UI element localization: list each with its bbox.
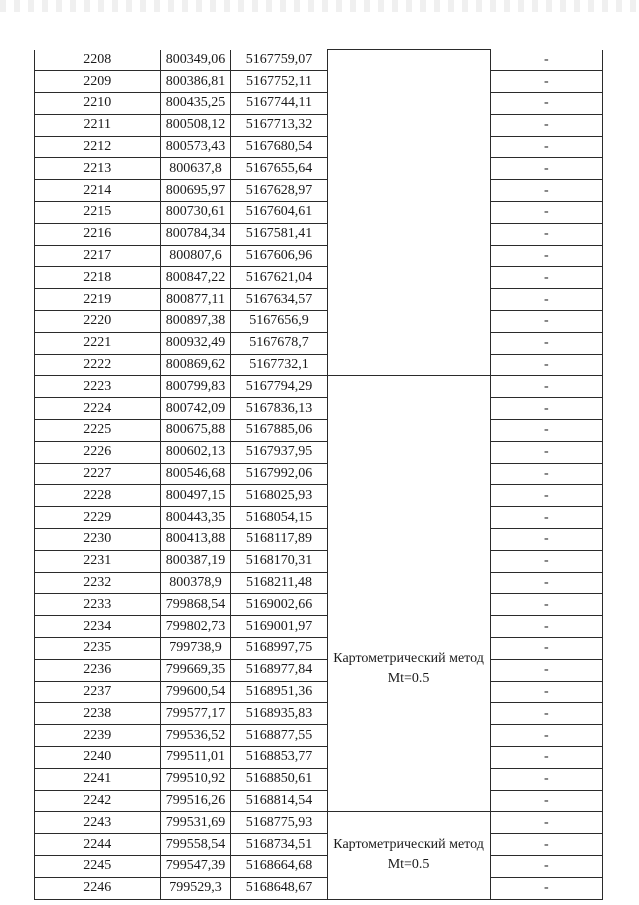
table-row: [35, 747, 603, 769]
table-row: [35, 594, 603, 616]
table-row: [35, 50, 603, 71]
note-dash: -: [490, 594, 602, 616]
y-coordinate: 5168935,83: [231, 703, 327, 725]
note-dash: -: [490, 659, 602, 681]
point-number: 2223: [35, 376, 161, 398]
x-coordinate: 799600,54: [160, 681, 231, 703]
table-row: [35, 180, 603, 202]
table-row: [35, 398, 603, 420]
point-number: 2227: [35, 463, 161, 485]
y-coordinate: 5167680,54: [231, 136, 327, 158]
x-coordinate: 800386,81: [160, 71, 231, 93]
x-coordinate: 800742,09: [160, 398, 231, 420]
table-row: [35, 725, 603, 747]
table-row: [35, 332, 603, 354]
x-coordinate: 800784,34: [160, 223, 231, 245]
y-coordinate: 5168170,31: [231, 550, 327, 572]
point-number: 2225: [35, 420, 161, 442]
note-dash: -: [490, 441, 602, 463]
y-coordinate: 5168025,93: [231, 485, 327, 507]
note-dash: -: [490, 855, 602, 877]
x-coordinate: 800349,06: [160, 50, 231, 71]
note-dash: -: [490, 267, 602, 289]
note-dash: -: [490, 725, 602, 747]
table-row: [35, 550, 603, 572]
x-coordinate: 800695,97: [160, 180, 231, 202]
y-coordinate: 5167752,11: [231, 71, 327, 93]
y-coordinate: 5167655,64: [231, 158, 327, 180]
x-coordinate: 799738,9: [160, 638, 231, 660]
x-coordinate: 800378,9: [160, 572, 231, 594]
y-coordinate: 5167621,04: [231, 267, 327, 289]
y-coordinate: 5167937,95: [231, 441, 327, 463]
point-number: 2233: [35, 594, 161, 616]
y-coordinate: 5168977,84: [231, 659, 327, 681]
method-name: Картометрический метод: [333, 650, 484, 666]
note-dash: -: [490, 202, 602, 224]
point-number: 2232: [35, 572, 161, 594]
table-row: [35, 681, 603, 703]
note-dash: -: [490, 572, 602, 594]
x-coordinate: 800602,13: [160, 441, 231, 463]
note-dash: -: [490, 812, 602, 834]
y-coordinate: 5167759,07: [231, 50, 327, 71]
point-number: 2244: [35, 834, 161, 856]
note-dash: -: [490, 485, 602, 507]
y-coordinate: 5168054,15: [231, 507, 327, 529]
point-number: 2224: [35, 398, 161, 420]
y-coordinate: 5167836,13: [231, 398, 327, 420]
note-dash: -: [490, 507, 602, 529]
note-dash: -: [490, 877, 602, 899]
table-row: [35, 114, 603, 136]
point-number: 2226: [35, 441, 161, 463]
x-coordinate: 799511,01: [160, 747, 231, 769]
x-coordinate: 800443,35: [160, 507, 231, 529]
x-coordinate: 800807,6: [160, 245, 231, 267]
y-coordinate: 5168775,93: [231, 812, 327, 834]
note-dash: -: [490, 638, 602, 660]
y-coordinate: 5168664,68: [231, 855, 327, 877]
y-coordinate: 5167744,11: [231, 93, 327, 115]
x-coordinate: 799669,35: [160, 659, 231, 681]
note-dash: -: [490, 463, 602, 485]
x-coordinate: 799558,54: [160, 834, 231, 856]
point-number: 2221: [35, 332, 161, 354]
point-number: 2246: [35, 877, 161, 899]
note-dash: -: [490, 747, 602, 769]
note-dash: -: [490, 180, 602, 202]
note-dash: -: [490, 136, 602, 158]
x-coordinate: 800508,12: [160, 114, 231, 136]
method-accuracy: Mt=0.5: [387, 857, 430, 873]
note-dash: -: [490, 616, 602, 638]
x-coordinate: 800897,38: [160, 311, 231, 333]
x-coordinate: 799802,73: [160, 616, 231, 638]
note-dash: -: [490, 790, 602, 812]
point-number: 2242: [35, 790, 161, 812]
point-number: 2228: [35, 485, 161, 507]
point-number: 2240: [35, 747, 161, 769]
table-row: [35, 245, 603, 267]
point-number: 2213: [35, 158, 161, 180]
x-coordinate: 800387,19: [160, 550, 231, 572]
y-coordinate: 5169002,66: [231, 594, 327, 616]
point-number: 2220: [35, 311, 161, 333]
note-dash: -: [490, 768, 602, 790]
x-coordinate: 800497,15: [160, 485, 231, 507]
point-number: 2216: [35, 223, 161, 245]
point-number: 2217: [35, 245, 161, 267]
y-coordinate: 5167713,32: [231, 114, 327, 136]
x-coordinate: 799547,39: [160, 855, 231, 877]
table-row: [35, 485, 603, 507]
y-coordinate: 5168814,54: [231, 790, 327, 812]
note-dash: -: [490, 681, 602, 703]
x-coordinate: 800799,83: [160, 376, 231, 398]
table-row: [35, 420, 603, 442]
y-coordinate: 5167794,29: [231, 376, 327, 398]
y-coordinate: 5167634,57: [231, 289, 327, 311]
table-row: [35, 354, 603, 376]
point-number: 2235: [35, 638, 161, 660]
y-coordinate: 5168734,51: [231, 834, 327, 856]
table-row: [35, 223, 603, 245]
table-row: [35, 441, 603, 463]
table-row: [35, 834, 603, 856]
note-dash: -: [490, 834, 602, 856]
point-number: 2211: [35, 114, 161, 136]
note-dash: -: [490, 245, 602, 267]
x-coordinate: 799536,52: [160, 725, 231, 747]
note-dash: -: [490, 529, 602, 551]
x-coordinate: 800413,88: [160, 529, 231, 551]
x-coordinate: 800546,68: [160, 463, 231, 485]
table-row: [35, 202, 603, 224]
note-dash: -: [490, 114, 602, 136]
note-dash: -: [490, 93, 602, 115]
y-coordinate: 5168648,67: [231, 877, 327, 899]
method-cell: [327, 50, 490, 376]
point-number: 2234: [35, 616, 161, 638]
point-number: 2214: [35, 180, 161, 202]
y-coordinate: 5169001,97: [231, 616, 327, 638]
y-coordinate: 5167678,7: [231, 332, 327, 354]
method-name: Картометрический метод: [333, 837, 484, 853]
x-coordinate: 799531,69: [160, 812, 231, 834]
x-coordinate: 800877,11: [160, 289, 231, 311]
x-coordinate: 799510,92: [160, 768, 231, 790]
point-number: 2241: [35, 768, 161, 790]
x-coordinate: 800869,62: [160, 354, 231, 376]
y-coordinate: 5168877,55: [231, 725, 327, 747]
table-row: [35, 790, 603, 812]
table-row: [35, 376, 603, 398]
point-number: 2237: [35, 681, 161, 703]
table-row: [35, 507, 603, 529]
x-coordinate: 800573,43: [160, 136, 231, 158]
table-row: [35, 703, 603, 725]
point-number: 2208: [35, 50, 161, 71]
y-coordinate: 5167606,96: [231, 245, 327, 267]
point-number: 2218: [35, 267, 161, 289]
point-number: 2219: [35, 289, 161, 311]
note-dash: -: [490, 311, 602, 333]
x-coordinate: 800675,88: [160, 420, 231, 442]
note-dash: -: [490, 398, 602, 420]
note-dash: -: [490, 332, 602, 354]
note-dash: -: [490, 354, 602, 376]
point-number: 2212: [35, 136, 161, 158]
point-number: 2243: [35, 812, 161, 834]
scan-edge: [0, 0, 639, 12]
x-coordinate: 800932,49: [160, 332, 231, 354]
y-coordinate: 5167992,06: [231, 463, 327, 485]
point-number: 2210: [35, 93, 161, 115]
y-coordinate: 5167885,06: [231, 420, 327, 442]
coordinates-table-body: [35, 50, 603, 900]
y-coordinate: 5168211,48: [231, 572, 327, 594]
y-coordinate: 5168117,89: [231, 529, 327, 551]
note-dash: -: [490, 289, 602, 311]
method-cell: [327, 376, 490, 812]
note-dash: -: [490, 71, 602, 93]
x-coordinate: 800637,8: [160, 158, 231, 180]
table-row: [35, 659, 603, 681]
x-coordinate: 799516,26: [160, 790, 231, 812]
note-dash: -: [490, 703, 602, 725]
table-row: [35, 572, 603, 594]
point-number: 2229: [35, 507, 161, 529]
note-dash: -: [490, 158, 602, 180]
table-row: [35, 855, 603, 877]
x-coordinate: 800847,22: [160, 267, 231, 289]
note-dash: -: [490, 550, 602, 572]
table-row: [35, 463, 603, 485]
point-number: 2209: [35, 71, 161, 93]
point-number: 2230: [35, 529, 161, 551]
y-coordinate: 5168853,77: [231, 747, 327, 769]
coordinates-table: [34, 49, 603, 900]
note-dash: -: [490, 420, 602, 442]
point-number: 2239: [35, 725, 161, 747]
x-coordinate: 799577,17: [160, 703, 231, 725]
table-row: [35, 529, 603, 551]
x-coordinate: 799868,54: [160, 594, 231, 616]
table-row: [35, 638, 603, 660]
table-row: [35, 267, 603, 289]
table-row: [35, 812, 603, 834]
note-dash: -: [490, 376, 602, 398]
note-dash: -: [490, 223, 602, 245]
table-row: [35, 768, 603, 790]
table-row: [35, 289, 603, 311]
y-coordinate: 5168850,61: [231, 768, 327, 790]
point-number: 2222: [35, 354, 161, 376]
point-number: 2215: [35, 202, 161, 224]
point-number: 2245: [35, 855, 161, 877]
y-coordinate: 5167604,61: [231, 202, 327, 224]
x-coordinate: 800435,25: [160, 93, 231, 115]
point-number: 2231: [35, 550, 161, 572]
table-row: [35, 311, 603, 333]
y-coordinate: 5168997,75: [231, 638, 327, 660]
y-coordinate: 5167581,41: [231, 223, 327, 245]
table-row: [35, 136, 603, 158]
y-coordinate: 5167732,1: [231, 354, 327, 376]
table-row: [35, 93, 603, 115]
method-cell: [327, 812, 490, 899]
table-row: [35, 71, 603, 93]
table-row: [35, 616, 603, 638]
point-number: 2236: [35, 659, 161, 681]
y-coordinate: 5168951,36: [231, 681, 327, 703]
x-coordinate: 800730,61: [160, 202, 231, 224]
table-row: [35, 158, 603, 180]
note-dash: -: [490, 50, 602, 71]
x-coordinate: 799529,3: [160, 877, 231, 899]
y-coordinate: 5167656,9: [231, 311, 327, 333]
method-accuracy: Mt=0.5: [387, 670, 430, 686]
y-coordinate: 5167628,97: [231, 180, 327, 202]
point-number: 2238: [35, 703, 161, 725]
table-row: [35, 877, 603, 899]
